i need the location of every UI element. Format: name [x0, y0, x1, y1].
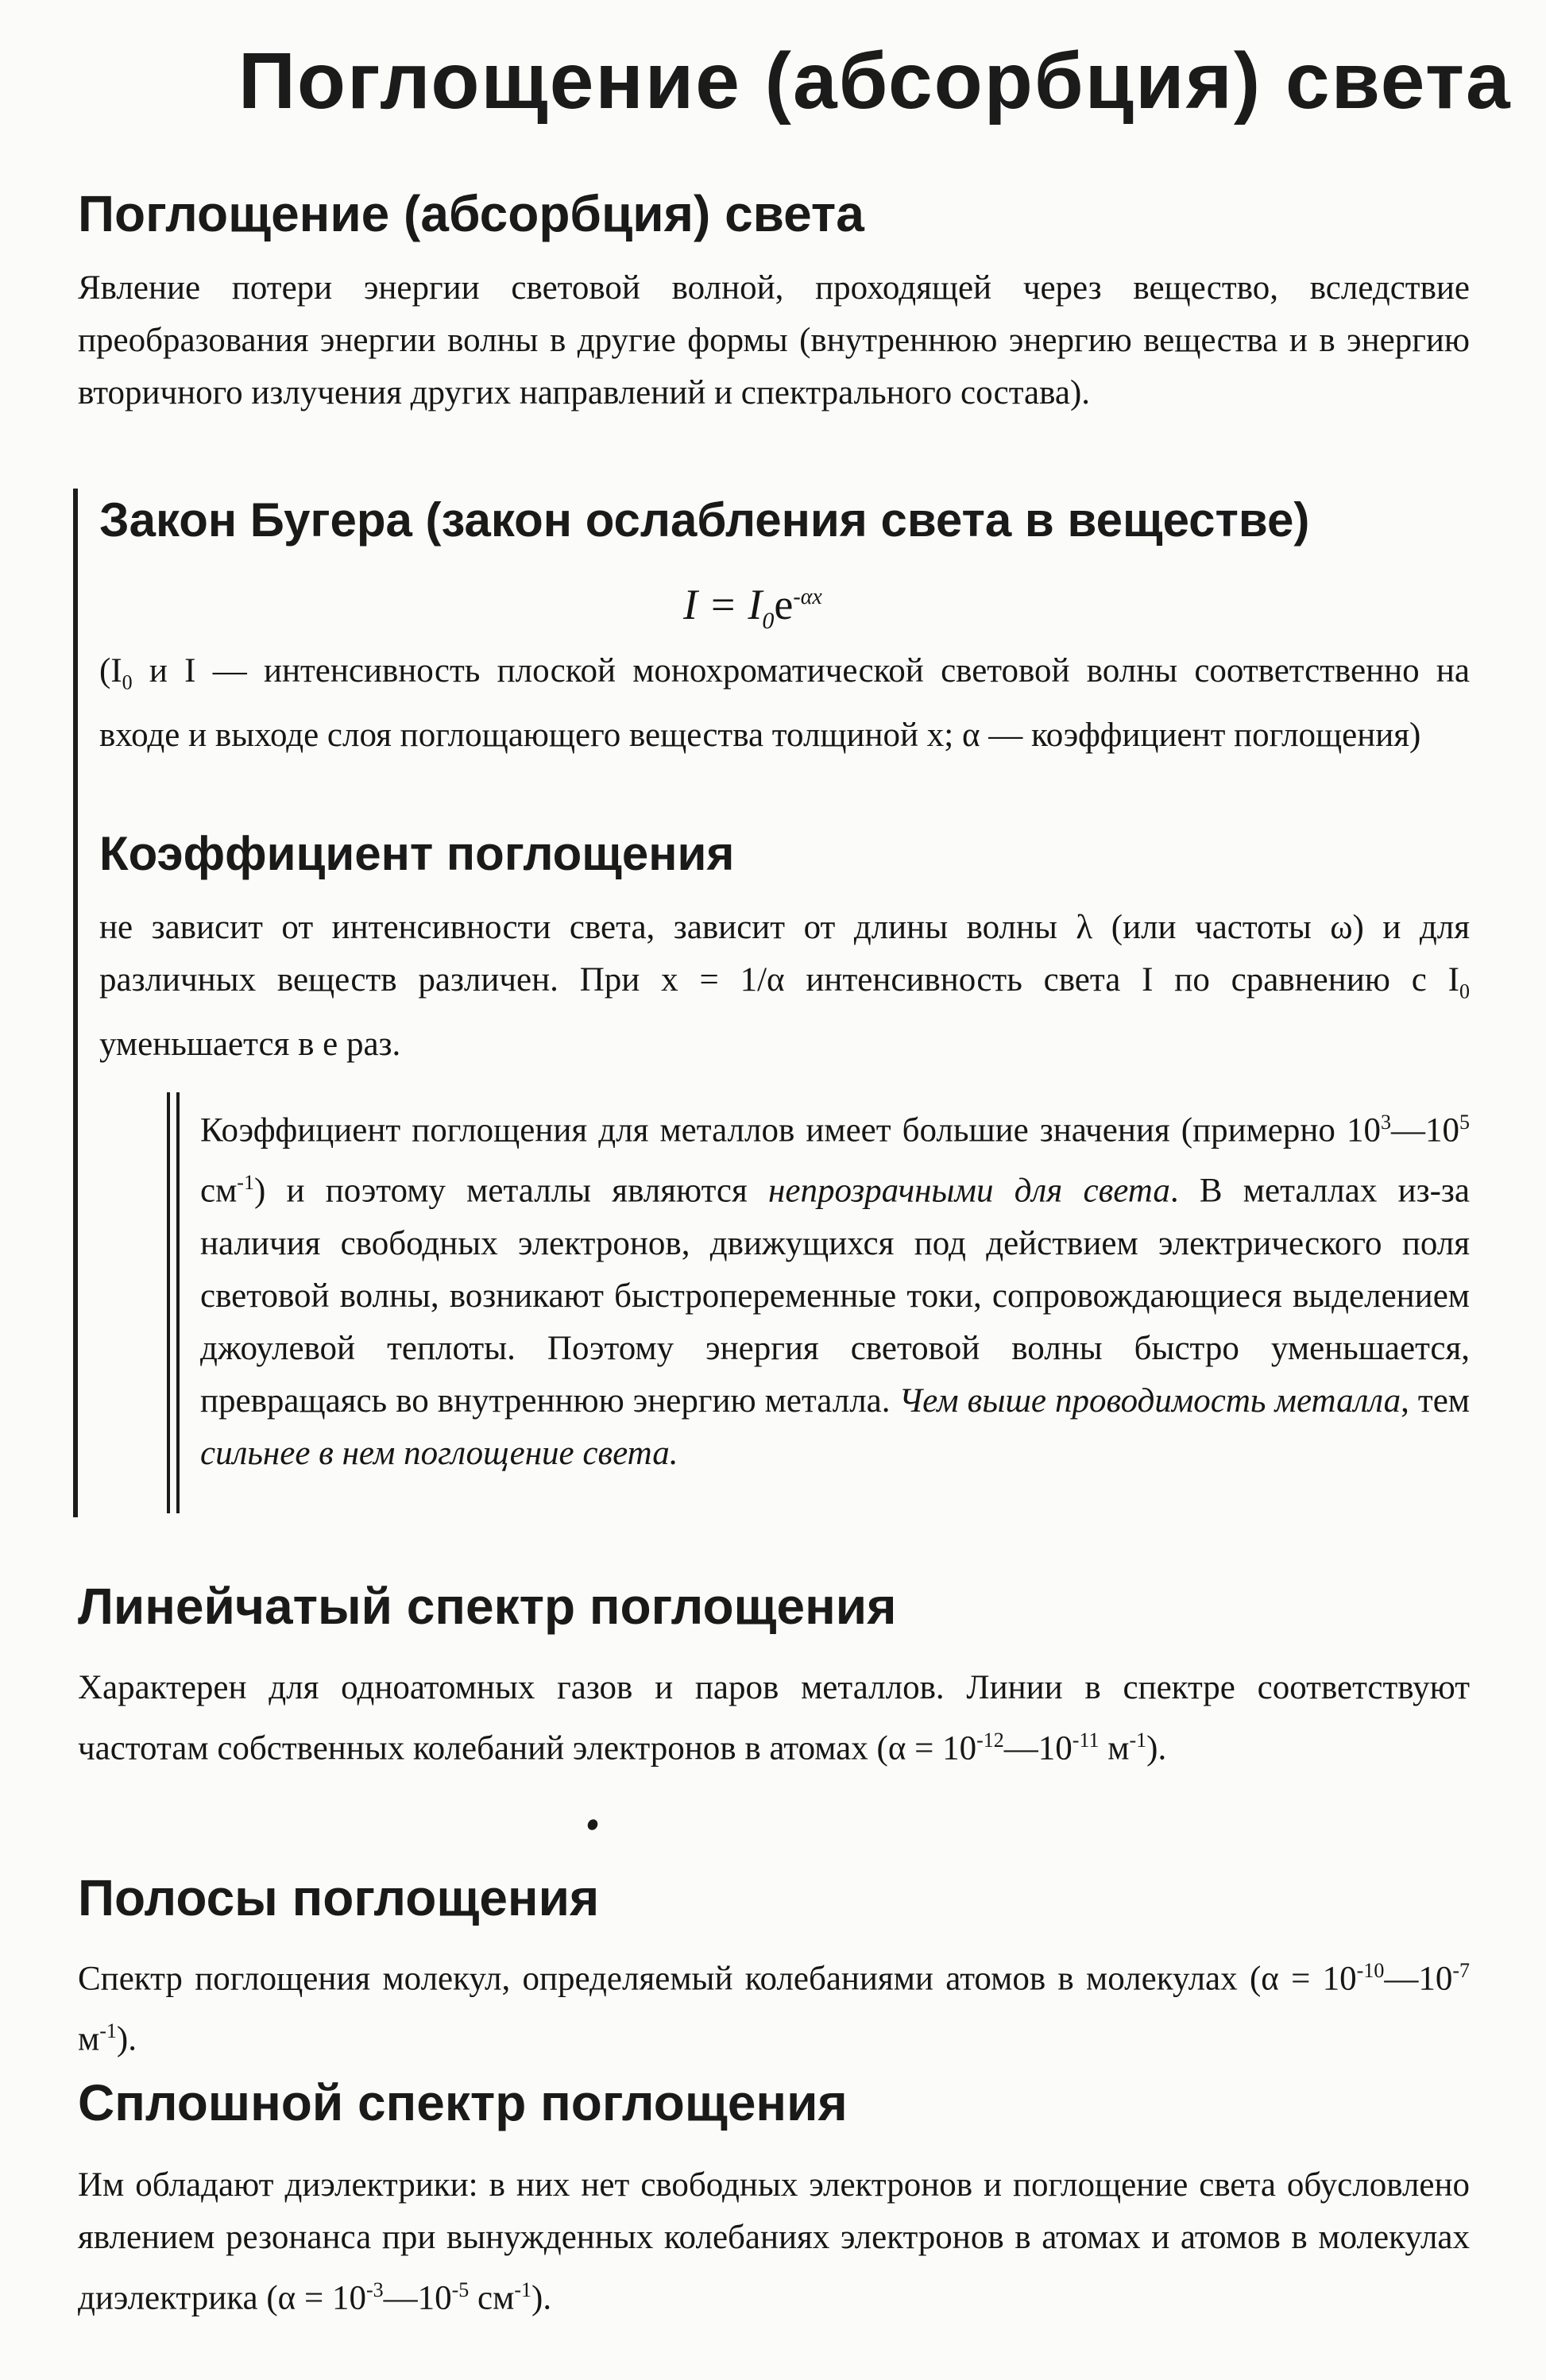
- metals-text-4: ) и поэтому металлы являются: [253, 1172, 769, 1210]
- continuous-sup-2: -5: [451, 2278, 470, 2301]
- line-spectrum-text-3: м: [1099, 1729, 1130, 1768]
- bands-text-1: Спектр поглощения молекул, определяемый колебаниями атомов в молекулах (α = 10: [78, 1960, 1357, 1998]
- note-bar-outer: [167, 1092, 170, 1513]
- continuous-text-1: Им обладают диэлектрики: в них нет свободных электронов и поглощение света обусловлено явлением резонанса при вынужденных колебаниях электронов в атомах и атомов в молекулах диэлектрика (α = 10: [78, 2166, 1470, 2317]
- continuous-sup-1: -3: [365, 2278, 384, 2301]
- formula-lhs: I = I: [683, 581, 763, 628]
- line-spectrum-text: [78, 1662, 1470, 1775]
- metals-note: [200, 1096, 1470, 1480]
- bands-sup-3: -1: [99, 2019, 117, 2043]
- bands-sup-2: -7: [1452, 1959, 1470, 1982]
- metals-sup-1: 3: [1381, 1111, 1391, 1134]
- page-title: Поглощение (абсорбция) света: [238, 37, 1512, 126]
- metals-text-3: см: [200, 1172, 238, 1210]
- absorption-definition: Явление потери энергии световой волной, проходящей через вещество, вследствие преобразования энергии волны в другие формы (внутреннюю энергию вещества и в энергию вторичного излучения других направлений и спектрального состава).: [78, 269, 1470, 411]
- line-spectrum-text-4: ).: [1146, 1729, 1167, 1768]
- line-spectrum-text-1: Характерен для одноатомных газов и паров металлов. Линии в спектре соответствуют частотам собственных колебаний электронов в атомах (α = 10: [78, 1669, 1470, 1768]
- note-bar-inner: [176, 1092, 180, 1513]
- legend-open: (I: [99, 652, 122, 690]
- metals-text-2: —10: [1391, 1111, 1459, 1149]
- coefficient-text-1: не зависит от интенсивности света, зависит от длины волны λ (или частоты ω) и для различных веществ различен. При x = 1/α интенсивность света I по сравнению с I: [99, 909, 1470, 999]
- legend-rest: и I — интенсивность плоской монохроматической световой волны соответственно на входе и выходе слоя поглощающего вещества толщиной x; α — коэффициент поглощения): [99, 652, 1470, 754]
- continuous-text: [78, 2159, 1470, 2324]
- metals-text-5: . В металлах из-за наличия свободных электронов, движущихся под действием электрического поля световой волны, возникают быстропеременные токи, сопровождающиеся выделением джоулевой теплоты. Поэтому энергия световой волны быстро уменьшается, превращаясь во внутреннюю энергию металла.: [200, 1172, 1470, 1420]
- coefficient-text-2: уменьшается в е раз.: [99, 1025, 401, 1063]
- bands-text-2: —10: [1384, 1960, 1453, 1998]
- continuous-text-2: —10: [383, 2279, 452, 2317]
- formula-sub: 0: [762, 607, 775, 634]
- metals-italic-1: непрозрачными для света: [768, 1172, 1170, 1210]
- bands-text-4: ).: [116, 2020, 137, 2058]
- metals-text-6: , тем: [1401, 1381, 1470, 1420]
- section-heading-continuous: Сплошной спектр поглощения: [78, 2074, 848, 2131]
- line-spectrum-sup-3: -1: [1129, 1729, 1147, 1752]
- legend-sub: 0: [122, 670, 133, 694]
- bands-sup-1: -10: [1356, 1959, 1385, 1982]
- bands-text: [78, 1945, 1470, 2066]
- metals-text-1: Коэффициент поглощения для металлов имеет большие значения (примерно 10: [200, 1111, 1381, 1149]
- formula-exp: -αx: [793, 585, 822, 609]
- continuous-text-4: ).: [531, 2279, 552, 2317]
- line-spectrum-sup-2: -11: [1072, 1729, 1100, 1752]
- metals-sup-3: -1: [237, 1171, 254, 1195]
- coefficient-text: [99, 902, 1470, 1071]
- line-spectrum-sup-1: -12: [976, 1729, 1004, 1752]
- ink-dot: [586, 1818, 599, 1832]
- formula-base: e: [774, 581, 794, 628]
- continuous-text-3: см: [469, 2279, 515, 2317]
- metals-italic-2: Чем выше проводимость металла: [899, 1381, 1401, 1420]
- bouguer-legend: [99, 645, 1470, 762]
- section-heading-line-spectrum: Линейчатый спектр поглощения: [78, 1578, 897, 1635]
- section-side-bar: [73, 489, 78, 1517]
- bands-text-3: м: [78, 2020, 100, 2058]
- metals-sup-2: 5: [1459, 1111, 1470, 1134]
- coefficient-sub: 0: [1459, 979, 1470, 1003]
- continuous-sup-3: -1: [514, 2278, 532, 2301]
- section-heading-coefficient: Коэффициент поглощения: [99, 827, 735, 880]
- section-heading-absorption: Поглощение (абсорбция) света: [78, 185, 864, 242]
- line-spectrum-text-2: —10: [1003, 1729, 1073, 1768]
- metals-italic-3: сильнее в нем поглощение света.: [200, 1434, 678, 1472]
- section-heading-bands: Полосы поглощения: [78, 1869, 600, 1926]
- section-heading-bouguer: Закон Бугера (закон ослабления света в веществе): [99, 493, 1310, 547]
- bouguer-formula: [683, 580, 822, 635]
